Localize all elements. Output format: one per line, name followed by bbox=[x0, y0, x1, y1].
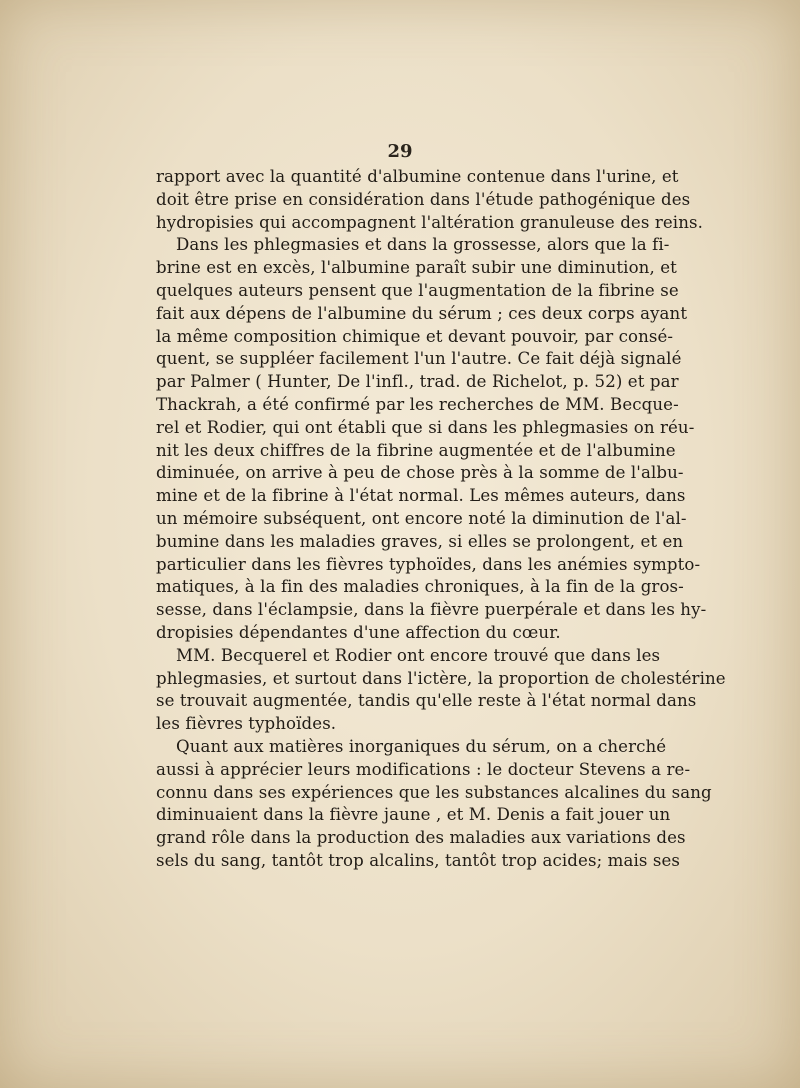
body-text bbox=[156, 166, 726, 873]
text-line: dropisies dépendantes d'une affection du cœur. bbox=[156, 622, 561, 642]
text-line: fait aux dépens de l'albumine du sérum ; ces deux corps ayant bbox=[156, 303, 688, 323]
text-line: sesse, dans l'éclampsie, dans la fièvre puerpérale et dans les hy- bbox=[156, 600, 707, 620]
text-line: diminuée, on arrive à peu de chose près à la somme de l'albu- bbox=[156, 463, 684, 483]
text-line: par Palmer ( Hunter, De l'infl., trad. de Richelot, p. 52) et par bbox=[156, 372, 679, 392]
text-line: doit être prise en considération dans l'étude pathogénique des bbox=[156, 189, 691, 209]
text-line: nit les deux chiffres de la fibrine augmentée et de l'albumine bbox=[156, 440, 676, 460]
text-line: diminuaient dans la fièvre jaune , et M. Denis a fait jouer un bbox=[156, 805, 671, 825]
text-line: Dans les phlegmasies et dans la grossesse, alors que la fi- bbox=[176, 235, 670, 255]
text-line: mine et de la fibrine à l'état normal. Les mêmes auteurs, dans bbox=[156, 486, 686, 506]
text-line: sels du sang, tantôt trop alcalins, tantôt trop acides; mais ses bbox=[156, 850, 681, 870]
text-line: les fièvres typhoïdes. bbox=[156, 714, 337, 734]
page-number: 29 bbox=[387, 141, 413, 162]
text-line: aussi à apprécier leurs modifications : le docteur Stevens a re- bbox=[156, 759, 691, 779]
text-line: particulier dans les fièvres typhoïdes, dans les anémies sympto- bbox=[156, 554, 701, 574]
text-line: se trouvait augmentée, tandis qu'elle reste à l'état normal dans bbox=[156, 691, 697, 711]
text-line: grand rôle dans la production des maladies aux variations des bbox=[156, 828, 686, 848]
text-line: rapport avec la quantité d'albumine contenue dans l'urine, et bbox=[156, 167, 679, 186]
text-line: Quant aux matières inorganiques du sérum, on a cherché bbox=[176, 736, 667, 756]
text-line: hydropisies qui accompagnent l'altération granuleuse des reins. bbox=[156, 212, 703, 232]
text-line: rel et Rodier, qui ont établi que si dans les phlegmasies on réu- bbox=[156, 417, 695, 437]
text-line: la même composition chimique et devant pouvoir, par consé- bbox=[156, 326, 674, 346]
text-line: matiques, à la fin des maladies chroniques, à la fin de la gros- bbox=[156, 577, 684, 597]
text-line: connu dans ses expériences que les substances alcalines du sang bbox=[156, 782, 712, 802]
text-line: Thackrah, a été confirmé par les recherches de MM. Becque- bbox=[156, 394, 679, 414]
text-line: quelques auteurs pensent que l'augmentation de la fibrine se bbox=[156, 280, 679, 300]
text-line: un mémoire subséquent, ont encore noté la diminution de l'al- bbox=[156, 508, 687, 528]
text-line: brine est en excès, l'albumine paraît subir une diminution, et bbox=[156, 258, 677, 278]
text-line: bumine dans les maladies graves, si elles se prolongent, et en bbox=[156, 531, 684, 551]
text-line: quent, se suppléer facilement l'un l'autre. Ce fait déjà signalé bbox=[156, 349, 682, 369]
text-line: MM. Becquerel et Rodier ont encore trouvé que dans les bbox=[176, 645, 661, 665]
text-line: phlegmasies, et surtout dans l'ictère, la proportion de cholestérine bbox=[156, 668, 726, 688]
